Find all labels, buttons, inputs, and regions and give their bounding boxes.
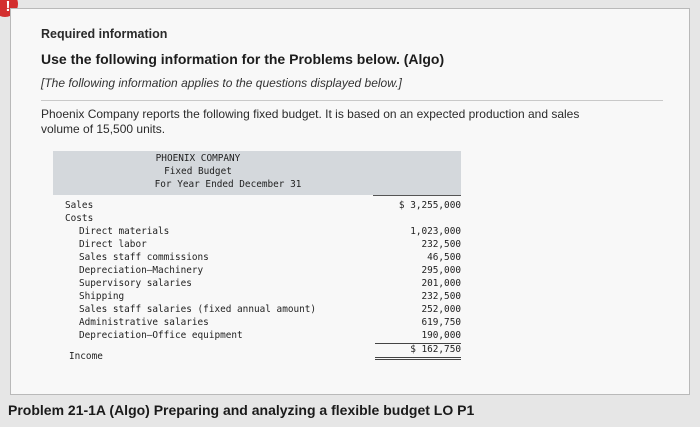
cost-amount: 295,000 (421, 265, 461, 276)
income-label: Income (69, 351, 103, 362)
use-information-heading: Use the following information for the Problems below. (Algo) (41, 51, 445, 67)
budget-period: For Year Ended December 31 (154, 179, 302, 190)
cost-amount: 1,023,000 (410, 226, 461, 237)
cost-amount: 46,500 (427, 252, 461, 263)
budget-title: Fixed Budget (164, 166, 232, 177)
company-name: PHOENIX COMPANY (155, 153, 241, 164)
cost-label: Depreciation—Office equipment (79, 330, 243, 341)
cost-label: Shipping (79, 291, 125, 302)
cost-label: Depreciation—Machinery (79, 265, 204, 276)
cost-label: Supervisory salaries (79, 278, 192, 289)
amount-column-rule (373, 195, 461, 196)
cost-label: Administrative salaries (79, 317, 209, 328)
cost-label: Direct materials (79, 226, 170, 237)
cost-label: Sales staff salaries (fixed annual amount) (79, 304, 317, 315)
divider (41, 100, 663, 101)
intro-text: Phoenix Company reports the following fixed budget. It is based on an expected production and sales volume of 15,500 units. (41, 107, 580, 136)
problem-title: Problem 21-1A (Algo) Preparing and analyzing a flexible budget LO P1 (8, 402, 475, 418)
required-information-heading: Required information (41, 27, 168, 41)
required-information-panel (10, 8, 690, 395)
sales-label: Sales (65, 200, 94, 211)
cost-amount: 201,000 (421, 278, 461, 289)
cost-label: Sales staff commissions (79, 252, 209, 263)
cost-amount: 252,000 (421, 304, 461, 315)
exclamation-icon: ! (0, 0, 18, 17)
applies-note: [The following information applies to the questions displayed below.] (41, 76, 402, 90)
cost-amount: 232,500 (421, 239, 461, 250)
cost-amount: 232,500 (421, 291, 461, 302)
costs-label: Costs (65, 213, 94, 224)
income-double-rule (375, 357, 461, 360)
cost-amount: 190,000 (421, 330, 461, 341)
cost-label: Direct labor (79, 239, 147, 250)
sales-amount: $ 3,255,000 (398, 200, 461, 211)
cost-amount: 619,750 (421, 317, 461, 328)
income-amount: $ 162,750 (410, 344, 461, 355)
